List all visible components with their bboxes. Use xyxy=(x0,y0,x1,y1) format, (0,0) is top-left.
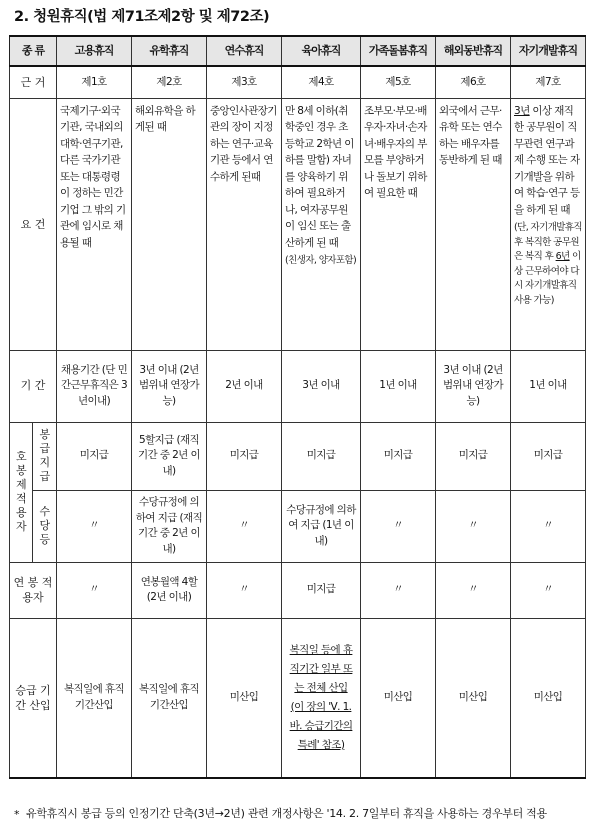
requirement-cell xyxy=(282,98,361,350)
header-row xyxy=(10,36,586,66)
period-row xyxy=(10,350,586,422)
period-label: 기 간 xyxy=(10,350,57,422)
period-cell: 3년 이내 xyxy=(282,350,361,422)
promotion-label: 승급 기간 산입 xyxy=(10,618,57,778)
basis-cell: 제2호 xyxy=(132,66,207,98)
basis-cell: 제4호 xyxy=(282,66,361,98)
header-col: 가족돌봄휴직 xyxy=(361,36,436,66)
basis-cell: 제6호 xyxy=(436,66,511,98)
salary-label: 봉급지급 xyxy=(33,422,57,490)
basis-row xyxy=(10,66,586,98)
promotion-cell: 복직일에 휴직기간산입 xyxy=(57,618,132,778)
footnote: 유학휴직시 봉급 등의 인정기간 단축(3년→2년) 관련 개정사항은 '14. 2. 7일부터 휴직을 사용하는 경우부터 적용 xyxy=(26,807,547,820)
salary-cell: 미지급 xyxy=(361,422,436,490)
annual-label: 연 봉 적용자 xyxy=(10,562,57,618)
requirement-cell: 외국에서 근무·유학 또는 연수하는 배우자를 동반하게 된 때 xyxy=(436,98,511,350)
requirements-row xyxy=(10,98,586,350)
requirement-text: 이상 재직한 공무원이 직무관련 연구과제 수행 또는 자기개발을 위하여 학습·연구 등을 하게 된 때 xyxy=(514,104,580,216)
requirement-years: 3년 xyxy=(514,104,530,117)
salary-cell: 미지급 xyxy=(207,422,282,490)
salary-cell: 미지급 xyxy=(57,422,132,490)
requirement-cell: 국제기구·외국기관, 국내외의 대학·연구기관, 다른 국가기관 또는 대통령령이 정하는 민간기업 그 밖의 기관에 임시로 채용될 때 xyxy=(57,98,132,350)
allowance-cell: 〃 xyxy=(57,490,132,562)
annual-cell: 미지급 xyxy=(282,562,361,618)
requirement-cell xyxy=(511,98,586,350)
header-col: 유학휴직 xyxy=(132,36,207,66)
salary-cell: 미지급 xyxy=(511,422,586,490)
basis-cell: 제3호 xyxy=(207,66,282,98)
allowance-cell: 〃 xyxy=(436,490,511,562)
requirement-cell: 조부모·부모·배우자·자녀·손자녀·배우자의 부모를 부양하거나 돌보기 위하여 필요한 때 xyxy=(361,98,436,350)
header-col: 연수휴직 xyxy=(207,36,282,66)
period-cell: 3년 이내 (2년범위내 연장가능) xyxy=(132,350,207,422)
footnote-mark: * xyxy=(14,808,20,821)
requirement-cell: 중앙인사관장기관의 장이 지정하는 연구·교육기관 등에서 연수하게 된때 xyxy=(207,98,282,350)
annual-cell: 연봉월액 4할 (2년 이내) xyxy=(132,562,207,618)
header-col: 자기개발휴직 xyxy=(511,36,586,66)
annual-cell: 〃 xyxy=(57,562,132,618)
promotion-cell: 미산입 xyxy=(207,618,282,778)
header-col: 육아휴직 xyxy=(282,36,361,66)
annual-row xyxy=(10,562,586,618)
salary-cell: 미지급 xyxy=(282,422,361,490)
basis-cell: 제7호 xyxy=(511,66,586,98)
requirements-label: 요 건 xyxy=(10,98,57,350)
salary-cell: 미지급 xyxy=(436,422,511,490)
promotion-cell: 복직일에 휴직기간산입 xyxy=(132,618,207,778)
promotion-cell: 미산입 xyxy=(511,618,586,778)
annual-cell: 〃 xyxy=(207,562,282,618)
allowance-cell: 〃 xyxy=(361,490,436,562)
step-pay-label: 호봉제적용자 xyxy=(10,422,33,562)
annual-cell: 〃 xyxy=(361,562,436,618)
allowance-row xyxy=(10,490,586,562)
requirement-cell: 해외유학을 하게된 때 xyxy=(132,98,207,350)
allowance-cell: 〃 xyxy=(511,490,586,562)
salary-cell: 5할지급 (재직기간 중 2년 이내) xyxy=(132,422,207,490)
requirement-note: (친생자, 양자포함) xyxy=(285,255,357,266)
page-title: 2. 청원휴직(법 제71조제2항 및 제72조) xyxy=(14,9,270,25)
annual-cell: 〃 xyxy=(511,562,586,618)
basis-label: 근 거 xyxy=(10,66,57,98)
annual-cell: 〃 xyxy=(436,562,511,618)
period-cell: 1년 이내 xyxy=(511,350,586,422)
allowance-cell: 수당규정에 의하여 지급 (재직기간 중 2년 이내) xyxy=(132,490,207,562)
period-cell: 3년 이내 (2년범위내 연장가능) xyxy=(436,350,511,422)
promotion-row xyxy=(10,618,586,778)
period-cell: 채용기간 (단 민간근무휴직은 3년이내) xyxy=(57,350,132,422)
period-cell: 1년 이내 xyxy=(361,350,436,422)
allowance-cell: 수당규정에 의하여 지급 (1년 이내) xyxy=(282,490,361,562)
basis-cell: 제1호 xyxy=(57,66,132,98)
basis-cell: 제5호 xyxy=(361,66,436,98)
header-type: 종 류 xyxy=(10,36,57,66)
header-col: 고용휴직 xyxy=(57,36,132,66)
allowance-label: 수당등 xyxy=(33,490,57,562)
leave-table xyxy=(9,35,586,779)
allowance-cell: 〃 xyxy=(207,490,282,562)
header-col: 해외동반휴직 xyxy=(436,36,511,66)
promotion-cell: 미산입 xyxy=(361,618,436,778)
promotion-cell: 미산입 xyxy=(436,618,511,778)
requirement-text: 만 8세 이하(취학중인 경우 초등학교 2학년 이하를 말함) 자녀를 양육하기 위하여 필요하거나, 여자공무원이 임신 또는 출산하게 된 때 xyxy=(285,104,354,249)
salary-row xyxy=(10,422,586,490)
period-cell: 2년 이내 xyxy=(207,350,282,422)
requirement-note: (단, 자기개발휴직 후 복직한 공무원은 복직 후 6년 이상 근무하여야 다시 자기개발휴직 사용 가능) xyxy=(514,222,583,306)
promotion-cell: 복직일 등에 휴직기간 일부 또는 전체 산입 (이 장의 'Ⅴ. 1. 바. 승급기간의 특례' 참조) xyxy=(282,618,361,778)
